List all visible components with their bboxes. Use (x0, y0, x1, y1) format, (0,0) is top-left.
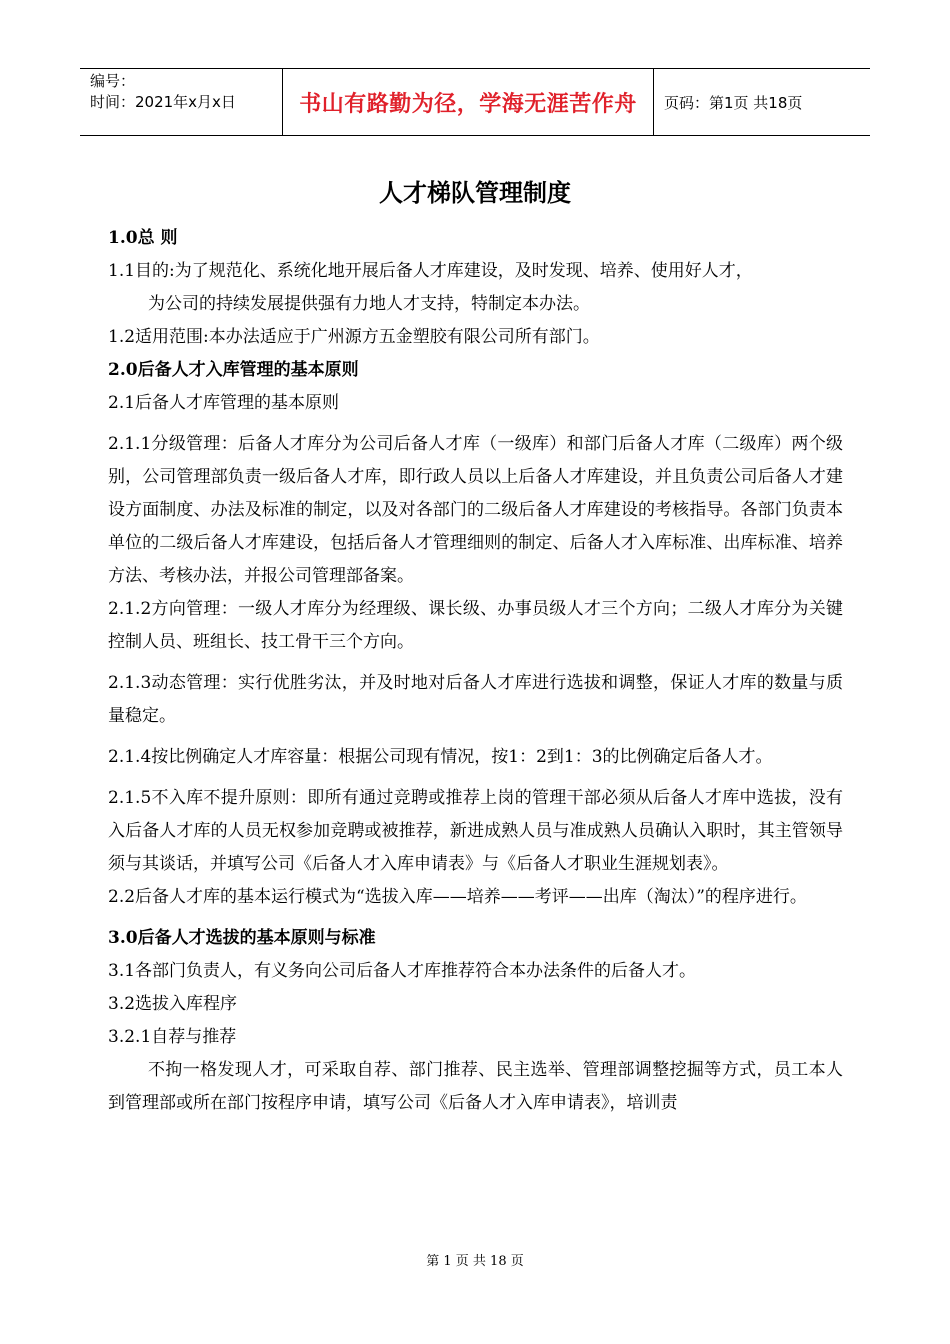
paragraph: 3.1各部门负责人，有义务向公司后备人才库推荐符合本办法条件的后备人才。 (108, 961, 697, 981)
document-date-label: 时间：2021年x月x日 (90, 93, 236, 111)
paragraph: 2.1.2方向管理：一级人才库分为经理级、课长级、办事员级人才三个方向；二级人才库分为关键控制人员、班组长、技工骨干三个方向。 (108, 599, 843, 652)
section-heading: 1.0总 则 (108, 228, 178, 248)
paragraph: 2.1.5不入库不提升原则：即所有通过竞聘或推荐上岗的管理干部必须从后备人才库中选拔，没有入后备人才库的人员无权参加竞聘或被推荐，新进成熟人员与准成熟人员确认入职时，其主管领导须与其谈话，并填写公司《后备人才入库申请表》与《后备人才职业生涯规划表》。 (108, 788, 843, 874)
document-body (108, 222, 843, 1120)
header-meta (80, 69, 282, 135)
header-page-number: 页码：第1页 共18页 (664, 93, 803, 112)
document-title: 人才梯队管理制度 (379, 179, 571, 207)
paragraph: 2.1.4按比例确定人才库容量：根据公司现有情况，按1：2到1：3的比例确定后备人才。 (108, 747, 773, 767)
paragraph: 2.1.1分级管理：后备人才库分为公司后备人才库（一级库）和部门后备人才库（二级库）两个级别，公司管理部负责一级后备人才库，即行政人员以上后备人才库建设，并且负责公司后备人才建设方面制度、办法及标准的制定，以及对各部门的二级后备人才库建设的考核指导。各部门负责本单位的二级后备人才库建设，包括后备人才管理细则的制定、后备人才入库标准、出库标准、培养方法、考核办法，并报公司管理部备案。 (108, 434, 843, 586)
page-header (80, 68, 870, 136)
paragraph: 2.1后备人才库管理的基本原则 (108, 393, 340, 413)
paragraph: 3.2.1自荐与推荐 (108, 1027, 237, 1047)
paragraph: 为公司的持续发展提供强有力地人才支持，特制定本办法。 (148, 294, 590, 314)
paragraph: 不拘一格发现人才，可采取自荐、部门推荐、民主选举、管理部调整挖掘等方式，员工本人到管理部或所在部门按程序申请，填写公司《后备人才入库申请表》，培训责 (108, 1060, 843, 1113)
section-heading: 2.0后备人才入库管理的基本原则 (108, 360, 359, 380)
document-number-label: 编号： (90, 72, 136, 90)
section-heading: 3.0后备人才选拔的基本原则与标准 (108, 928, 376, 948)
paragraph: 2.1.3动态管理：实行优胜劣汰，并及时地对后备人才库进行选拔和调整，保证人才库的数量与质量稳定。 (108, 673, 843, 726)
page-footer: 第 1 页 共 18 页 (426, 1254, 524, 1269)
paragraph: 2.2后备人才库的基本运行模式为“选拔入库——培养——考评——出库（淘汰）”的程序进行。 (108, 887, 807, 907)
paragraph: 1.1目的:为了规范化、系统化地开展后备人才库建设，及时发现、培养、使用好人才， (108, 261, 753, 281)
header-motto: 书山有路勤为径，学海无涯苦作舟 (282, 69, 654, 135)
paragraph: 1.2适用范围:本办法适应于广州源方五金塑胶有限公司所有部门。 (108, 327, 600, 347)
paragraph: 3.2选拔入库程序 (108, 994, 238, 1014)
